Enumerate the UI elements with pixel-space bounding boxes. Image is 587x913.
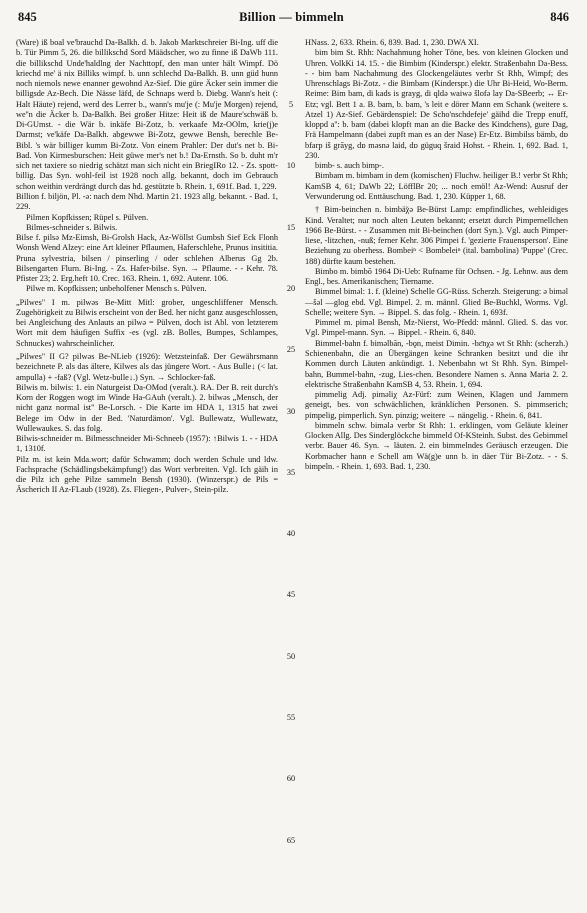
- dictionary-entry: † Bim-beinchen n. bimbä̃χə Be-Bürst Lamp: empfindliches, wehleidiges Kind. Veraltet; nur noch alten Leuten bekannt; ersetzt durch Pimpernellchen 1966 Be-Bürst. - - Zusammen mit Bi-beinchen (dort Syn.). Vgl. auch Pimper-liese, -litzchen, -nuß; ferner Kehr. 306 Pimpei f. 'gezierte Frauensperson'. Eine Beziehung zu oberhess. Bombeiⁿ < Bombeleiⁿ (ital. bambolina) 'Puppe' (Crec. 188) dürfte kaum bestehen.: [305, 205, 568, 266]
- line-number: 15: [286, 222, 296, 232]
- line-number: 45: [286, 590, 296, 600]
- dictionary-entry: pimmelig Adj. pimǝliχ Az-Fürf: zum Weinen, Klagen und Jammern geneigt, bes. von schwächlichen, kränklichen Personen. S. pimmserich; pimpelig, pimperlich. Syn. pinzig; weitere → nängelig. - Rhein. 6, 841.: [305, 390, 568, 420]
- page-number-left: 845: [18, 10, 37, 24]
- dictionary-entry: Bimmel bimǝl: 1. f. (kleine) Schelle GG-Rüss. Scherzh. Steigerung: ə bimǝl —šǝl —glog ebd. Vgl. Bimpel. 2. m. männl. Glied Be-Buchkl, Worms. Vgl. Schelle; weitere Syn. → Bippel. S. das folg. - Rhein. 1, 693f.: [305, 287, 568, 317]
- dictionary-entry: bim bim St. Rhh: Nachahmung hoher Töne, bes. von kleinen Glocken und Uhren. VolkKi 14. 15. - die Bimbim (Kinderspr.) elektr. Straßenbahn Da-Bess. - - bim bam Nachahmung des Glockengeläutes verbr St Rhh, Wimpf; des Uhrenschlags Bi-Zotz. - die Bimbam (Kinderspr.) die Uhr Bi-Heid, Wo-Berm. Reime: Bim bam, di kads is grayg, di qldə waiwə šlofə lay Da-SBeerb; ↔ Er-Etz; vgl. Bett 1 a. B. bam, b. bam, 's leit e dörer Mann em Schank (weitere s. Atzel 1) Az-Sief. Gebärdenspiel: De Scho'nschdefeje' gäihd die Trepp enuff, kloppd a'': b. bam (dabei klopft man an die Backe des Kindchens), gure Dag, Frä Hampelmann (dabei zupft man es an der Nase) Er-Etz. Bimbilss bämb, dɒ bfarp iš grāyg, dɒ məsnə laid, dɒ güguq šraid Hohst. - Rhein. 1, 692. Bad. 1, 230.: [305, 48, 568, 160]
- left-column: [16, 38, 278, 906]
- right-column: [305, 38, 568, 906]
- line-number: 35: [286, 467, 296, 477]
- line-number-gutter: [280, 38, 302, 906]
- line-number: 60: [286, 774, 296, 784]
- dictionary-entry: Bimmel-bahn f. bimǝlbān, -bǫn, meist Dimin. -bɛ̄nχə wt St Rhh: (scherzh.) Schienenbahn, die an Übergängen keine Schranken besitzt und die ihr Kommen durch Läuten ankündigt. 1. Nebenbahn wt St Rhh. Syn. Bimpel-bahn, Bummel-bahn, -zug, Lies-chen. Besondere Namen s. Anna Maria 2. 2. elektrische Straßenbahn KamSB 4, 53. Rhein. 1, 694.: [305, 338, 568, 389]
- line-number: 5: [288, 100, 294, 109]
- line-number: 40: [286, 529, 296, 539]
- dictionary-entry: Bilwis-schneider m. Bilmesschneider Mi-Schneeb (1957): ↑Bilwis 1. - - HDA 1, 1310f.: [16, 434, 278, 454]
- dictionary-entry: bimb- s. auch bimp-.: [315, 161, 384, 171]
- dictionary-entry: Bimbam m. bimbam in dem (komischen) Fluchw. heiliger B.! verbr St Rhh; KamSB 4, 61; DaWb 22; LöfflBr 20; ... noch emöl! Az-Wend: Ausruf der Verwunderung od. Enttäuschung. Bad. 1, 230. Küpper 1, 68.: [305, 171, 568, 201]
- line-number: 30: [286, 406, 296, 416]
- dictionary-entry: (Ware) iß boal ve'brauchd Da-Balkh. d. b. Jakob Marktschreier Bi-Ing. uff die b. Tür Pimm 5, 26. die billikschd Sord Määdscher, wo zu finne iß DaWb 111. die billikschd Unde'haldlng der Nachttopf, den man unter hält Wimpf. Dö kriechd me' ä nix Billiks wimpf. b. unn schlechd Da-Balkh. B. unn güd hunn noch niemols newe enanner gewohnd Az-Sief. Die güre Äcker sein immer die billigsde Az-Bech. Die Nässe läfd, de Schnaps werd b. Diebg. Wann's heit (: Halt Häute) rejend, werd des Lerrer b., wann's mu'je (: Mu'je Morgen) rejend, we''n die Äcker b. Da-Balkh. Bei großer Hitze: Heit iß de Maure'schwäß b. Di-GUmst. - die Wär b. inkäfe Bi-Zotz, b. verkaafe Mz-OOlm, krie(j)e Darmst; ve'käfe Da-Balkh. abgewwe Bi-Zotz, gewwe Bensh, berechle Be-Bibl. 's wär billiger kumm Bi-Zotz. Von einem Prahler: Der dut's net b. Bi-Bad. Von Kirmesburschen: Heit güwe mer's net b.! Da-Ernsth. So b. duht m'r sich net taxiere so niedrig schätzt man sich nicht ein BriegIRo 12. - Zs. spott-billig. Das Syn. wohl-feil ist 1928 noch allg. bekannt, doch im Gebrauch schon weithin verdrängt durch das hd. gestützte b. Rhein. 1, 691f. Bad. 1, 229.: [16, 38, 278, 191]
- running-title: Billion — bimmeln: [239, 10, 344, 24]
- dictionary-entry: Bimbo m. bimbō 1964 Di-Ueb: Rufname für Ochsen. - Jg. Lehnw. aus dem Engl., bes. Amerikanischen; Tiername.: [305, 266, 568, 287]
- dictionary-entry: Pilmen Kopfkissen; Rüpel s. Pülven.: [26, 212, 149, 222]
- dictionary-entry: HNass. 2, 633. Rhein. 6, 839. Bad. 1, 230. DWA XI.: [305, 38, 479, 47]
- line-number: 20: [286, 283, 296, 293]
- dictionary-entry: Pilwe m. Kopfkissen; unbeholfener Mensch s. Pülven.: [26, 284, 207, 294]
- page-header: [14, 8, 569, 32]
- dictionary-entry: Billion f. biljön, Pl. -ə: nach dem Nhd. Martin 21. 1923 allg. bekannt. - Bad. 1, 229.: [16, 191, 278, 212]
- line-number: 10: [286, 161, 296, 171]
- dictionary-entry: Pilz m. ist kein Mda.wort; dafür Schwamm; doch werden Schule und ldw. Fachsprache (Schädlingsbekämpfung!) das Wort verbreiten. Vgl. Ich gäih in die Pilz ich gehe Pilze sammeln Bensh (1930). (Winzerspr.) de Pils = Äscherich II Az-FLaub (1928). Zs. Fliegen-, Pulver-, Stein-pilz.: [16, 454, 278, 495]
- page-number-right: 846: [550, 10, 569, 24]
- line-number: 65: [286, 835, 296, 845]
- dictionary-entry: „Pilwes" II G? pilwəs Be-NLieb (1926): Wetzsteinfaß. Der Gewährsmann bezeichnete P. als das ältere, Kilwes als das jüngere Wort. - Aus Bulle↓ (< lat. ampulla) + -faß? (Vgl. Wetz-bulle↓.) Syn. → Schlocker-faß.: [16, 351, 278, 382]
- dictionary-entry: Bilmes-schneider s. Bilwis.: [26, 222, 118, 232]
- dictionary-entry: „Pilwes" I m. pilwəs Be-Mitt Mitl: grober, ungeschliffener Mensch. Zugehörigkeit zu Bilwis erscheint von der Bed. her nicht ganz ausgeschlossen, bei Angleichung des Anlauts an pilwə = Pülven, doch ist Abl. von letzterem Wort mit dem häufigen Suffix -es (vgl. zB. Bolles, Bumpes, Schlampes, Schnuckes) wahrscheinlicher.: [16, 297, 278, 348]
- dictionary-entry: bimmeln schw. bimǝlə verbr St Rhh: 1. erklingen, vom Geläute kleiner Glocken Allg. Des Sinderglöckche bimmeld Of-KSteinh. Subst. des Gebimmel verbr. Bauer 46. Syn. → läuten. 2. ein bimmelndes Geräusch erzeugen. Die Korbmacher hann e Schell am Wä(g)e unn b. in däer Tür Bi-Zotz. - - S. bimpeln. - Rhein. 1, 693. Bad. 1, 230.: [305, 420, 568, 471]
- dictionary-entry: Bilwis m. bilwis: 1. ein Naturgeist Da-OMod (veralt.). RA. Der B. reit durch's Korn der Roggen wogt im Winde Ha-GAuh (veralt.). 2. bilwəs „Mensch, der nicht ganz normal ist" Be-Lorsch. - Die Karte im HDA 1, 1315 hat zwei Belege im Odw in der Bed. 'Naturdämon'. Vgl. Bullewatz, Wullewatz, Wullewaukes. S. das folg.: [16, 382, 278, 433]
- line-number: 25: [286, 345, 296, 355]
- line-number: 55: [286, 713, 296, 722]
- dictionary-entry: Bilse f. pilsə Mz-Eimsh, Bi-Grolsh Hack, Az-Wöllst Gumbsh Sief Eck Flonh Wonsh Wend Alzey: eine Art kleiner Pflaumen, Haferschlehe, Prunus insititia. Pruna sylvestria, bilsen / pinserling / oder schlehen Alberus Gg 2b. Bilsengarten Flurn. Bi-Ing. - Zs. Hafer-bilse. Syn. → Pflaume. - - Kehr. 78. Pfister 23; 2. Erg.heft 10. Crec. 163. Rhein. 1, 692. Autenr. 106.: [16, 233, 278, 284]
- line-number: 50: [286, 651, 296, 661]
- dictionary-entry: Pimmel m. pimǝl Bensh, Mz-Nierst, Wo-Pfedd: männl. Glied. S. das vor. Vgl. Pimpel-mann. Syn. → Bippel. - Rhein. 6, 840.: [305, 318, 568, 338]
